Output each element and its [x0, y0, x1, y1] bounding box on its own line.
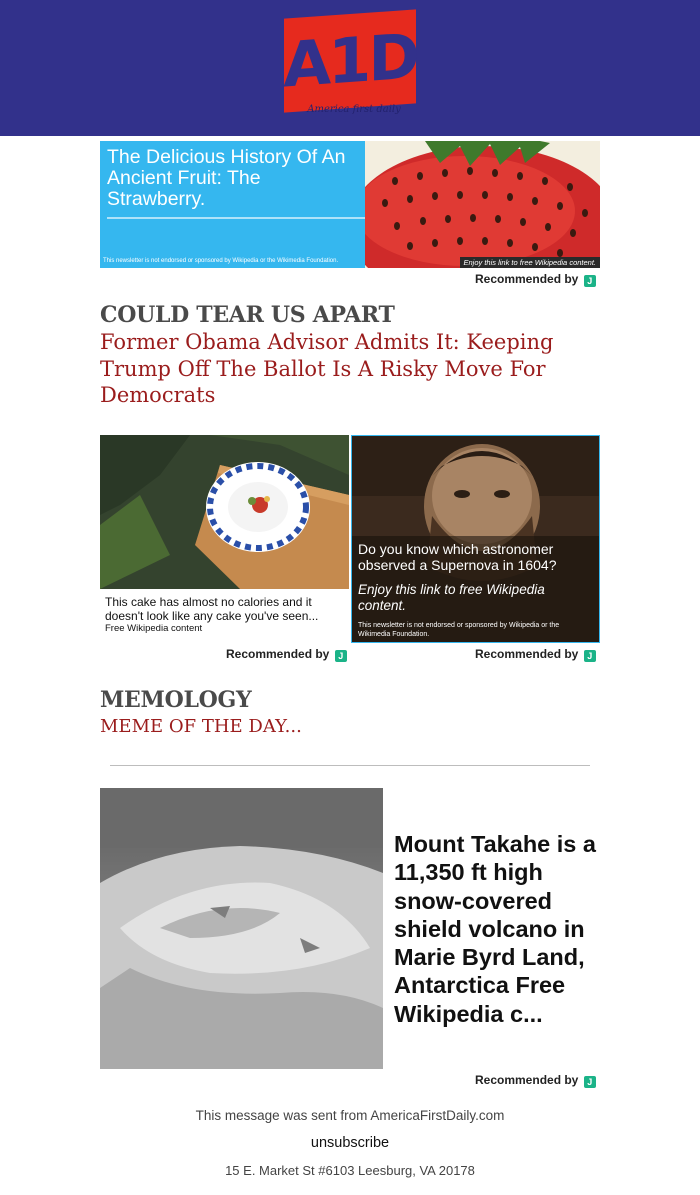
volcano-image[interactable] [100, 788, 383, 1069]
meme-of-the-day-link[interactable]: MEME OF THE DAY... [100, 716, 302, 737]
footer-sent-from: This message was sent from AmericaFirstDaily.com [195, 1108, 505, 1123]
ad-disclaimer: This newsletter is not endorsed or sponsored by Wikipedia or the Wikimedia Foundation. [103, 258, 339, 264]
ad-strawberry-title[interactable]: The Delicious History Of An Ancient Fruit: The Strawberry. [107, 146, 346, 210]
cake-ad-text[interactable]: This cake has almost no calories and it doesn't look like any cake you've seen... [105, 595, 319, 623]
logo-badge [284, 9, 416, 112]
ad-astronomer[interactable] [351, 435, 600, 643]
astronomer-enjoy-text: Enjoy this link to free Wikipedia content. [358, 582, 545, 613]
j-logo-icon: J [335, 650, 347, 662]
recommended-by-label: Recommended by [475, 647, 579, 661]
unsubscribe-link[interactable]: unsubscribe [310, 1135, 390, 1151]
j-logo-icon: J [584, 275, 596, 287]
cake-photo [100, 435, 349, 589]
header-banner [0, 0, 700, 136]
logo-text: A1D [283, 19, 417, 102]
cake-ad-source: Free Wikipedia content [105, 623, 203, 634]
j-logo-icon: J [584, 650, 596, 662]
strawberry-image[interactable] [365, 141, 600, 268]
ad-cake[interactable] [100, 435, 349, 643]
recommended-by-label: Recommended by [475, 272, 579, 286]
astronomer-disclaimer: This newsletter is not endorsed or sponsored by Wikipedia or the Wikimedia Foundation. [358, 622, 560, 638]
logo-tagline: America first daily [307, 104, 401, 115]
recommended-by-badge[interactable] [475, 272, 596, 287]
astronomer-question[interactable]: Do you know which astronomer observed a Supernova in 1604? [358, 541, 557, 573]
recommended-by-label: Recommended by [475, 1073, 579, 1087]
cake-image[interactable] [100, 435, 349, 589]
volcano-ad-text[interactable]: Mount Takahe is a 11,350 ft high snow-covered shield volcano in Marie Byrd Land, Antarctica Free Wikipedia c... [394, 831, 596, 1027]
recommended-by-badge[interactable] [226, 647, 347, 662]
footer-address: 15 E. Market St #6103 Leesburg, VA 20178 [225, 1163, 475, 1178]
volcano-photo [100, 788, 383, 1069]
ad-divider [107, 217, 372, 219]
ad-strawberry[interactable] [100, 141, 600, 268]
recommended-by-label: Recommended by [226, 647, 330, 661]
recommended-by-badge[interactable] [475, 1073, 596, 1088]
recommended-by-badge[interactable] [475, 647, 596, 662]
memology-kicker: MEMOLOGY [100, 687, 252, 713]
section-divider [110, 765, 590, 766]
article-kicker: COULD TEAR US APART [100, 302, 395, 328]
j-logo-icon: J [584, 1076, 596, 1088]
article-headline[interactable]: Former Obama Advisor Admits It: Keeping Trump Off The Ballot Is A Risky Move For Democrats [100, 330, 554, 407]
strawberry-illustration [365, 141, 600, 268]
strawberry-caption: Enjoy this link to free Wikipedia content. [460, 257, 601, 268]
site-logo[interactable] [284, 14, 416, 122]
